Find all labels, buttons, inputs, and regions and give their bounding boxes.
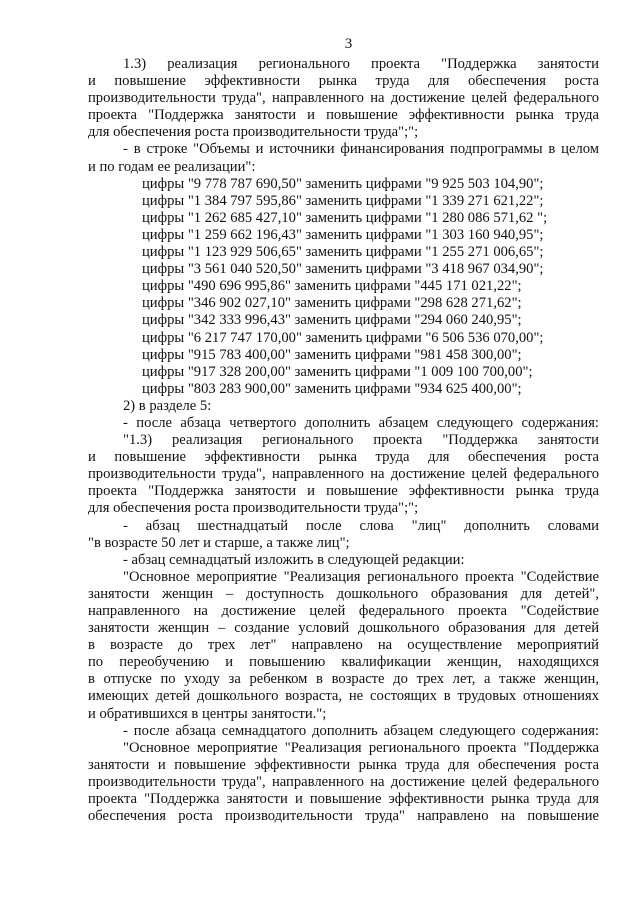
text-line: 1.3) реализация регионального проекта "Поддержка занятости (123, 56, 599, 72)
text-line: цифры "803 283 900,00" заменить цифрами "934 625 400,00"; (142, 380, 522, 397)
document-body (88, 56, 599, 825)
text-line: проекта "Поддержка занятости и повышение эффективности рынка труда для (88, 791, 599, 808)
text-line: цифры "915 783 400,00" заменить цифрами "981 458 300,00"; (142, 346, 522, 363)
text-line: в возрасте до трех лет" направлено на осуществление мероприятий (88, 637, 599, 654)
text-line: цифры "1 262 685 427,10" заменить цифрами "1 280 086 571,62 "; (142, 209, 548, 226)
text-line: для обеспечения роста производительности труда";"; (88, 500, 419, 517)
text-line: и обратившихся в центры занятости."; (88, 705, 327, 722)
text-line: обеспечения роста производительности труда" направлено на повышение (88, 808, 599, 825)
text-line: в отпуске по уходу за ребенком в возрасте до трех лет, а также женщин, (88, 671, 599, 688)
text-line: и по годам ее реализации": (88, 158, 256, 175)
text-line: цифры "342 333 996,43" заменить цифрами "294 060 240,95"; (142, 312, 522, 329)
text-line: "1.3) реализация регионального проекта "Поддержка занятости (123, 432, 599, 449)
text-line: занятости женщин – доступность дошкольного образования для детей", (88, 585, 599, 602)
text-line: и повышение эффективности рынка труда для обеспечения роста (88, 73, 599, 90)
text-line: - после абзаца четвертого дополнить абзацем следующего содержания: (123, 414, 599, 431)
text-line: цифры "346 902 027,10" заменить цифрами "298 628 271,62"; (142, 295, 522, 312)
text-line: 2) в разделе 5: (123, 397, 212, 414)
text-line: - в строке "Объемы и источники финансирования подпрограммы в целом (123, 141, 599, 158)
text-line: "Основное мероприятие "Реализация регионального проекта "Поддержка (123, 739, 599, 756)
text-line: цифры "3 561 040 520,50" заменить цифрами "3 418 967 034,90"; (142, 261, 544, 278)
text-line: цифры "1 384 797 595,86" заменить цифрами "1 339 271 621,22"; (142, 192, 544, 209)
text-line: производительности труда", направленного на достижение целей федерального (88, 466, 599, 483)
text-line: - после абзаца семнадцатого дополнить абзацем следующего содержания: (123, 722, 599, 739)
text-line: занятости и повышение эффективности рынка труда для обеспечения роста (88, 756, 599, 773)
text-line: имеющих детей дошкольного возраста, не состоящих в трудовых отношениях (88, 688, 599, 705)
text-line: цифры "9 778 787 690,50" заменить цифрами "9 925 503 104,90"; (142, 175, 544, 192)
text-line: по переобучению и повышению квалификации женщин, находящихся (88, 654, 599, 671)
text-line: и повышение эффективности рынка труда для обеспечения роста (88, 449, 599, 466)
text-line: проекта "Поддержка занятости и повышение эффективности рынка труда (88, 107, 599, 124)
text-line: "Основное мероприятие "Реализация регионального проекта "Содействие (123, 568, 599, 585)
text-line: направленного на достижение целей федерального проекта "Содействие (88, 603, 599, 619)
text-line: занятости женщин – создание условий дошкольного образования для детей (88, 620, 599, 637)
text-line: "в возрасте 50 лет и старше, а также лиц"; (88, 534, 350, 551)
text-line: проекта "Поддержка занятости и повышение эффективности рынка труда (88, 483, 599, 500)
text-line: - абзац семнадцатый изложить в следующей редакции: (123, 551, 465, 568)
text-line: - абзац шестнадцатый после слова "лиц" дополнить словами (123, 517, 599, 534)
text-line: цифры "6 217 747 170,00" заменить цифрами "6 506 536 070,00"; (142, 329, 544, 346)
text-line: цифры "1 259 662 196,43" заменить цифрами "1 303 160 940,95"; (142, 226, 544, 243)
page-number: 3 (344, 36, 353, 52)
text-line: цифры "490 696 995,86" заменить цифрами "445 171 021,22"; (142, 278, 522, 295)
text-line: производительности труда", направленного на достижение целей федерального (88, 90, 599, 107)
text-line: цифры "1 123 929 506,65" заменить цифрами "1 255 271 006,65"; (142, 244, 544, 261)
text-line: производительности труда", направленного на достижение целей федерального (88, 773, 599, 790)
text-line: цифры "917 328 200,00" заменить цифрами "1 009 100 700,00"; (142, 363, 533, 380)
text-line: для обеспечения роста производительности труда";"; (88, 124, 419, 141)
